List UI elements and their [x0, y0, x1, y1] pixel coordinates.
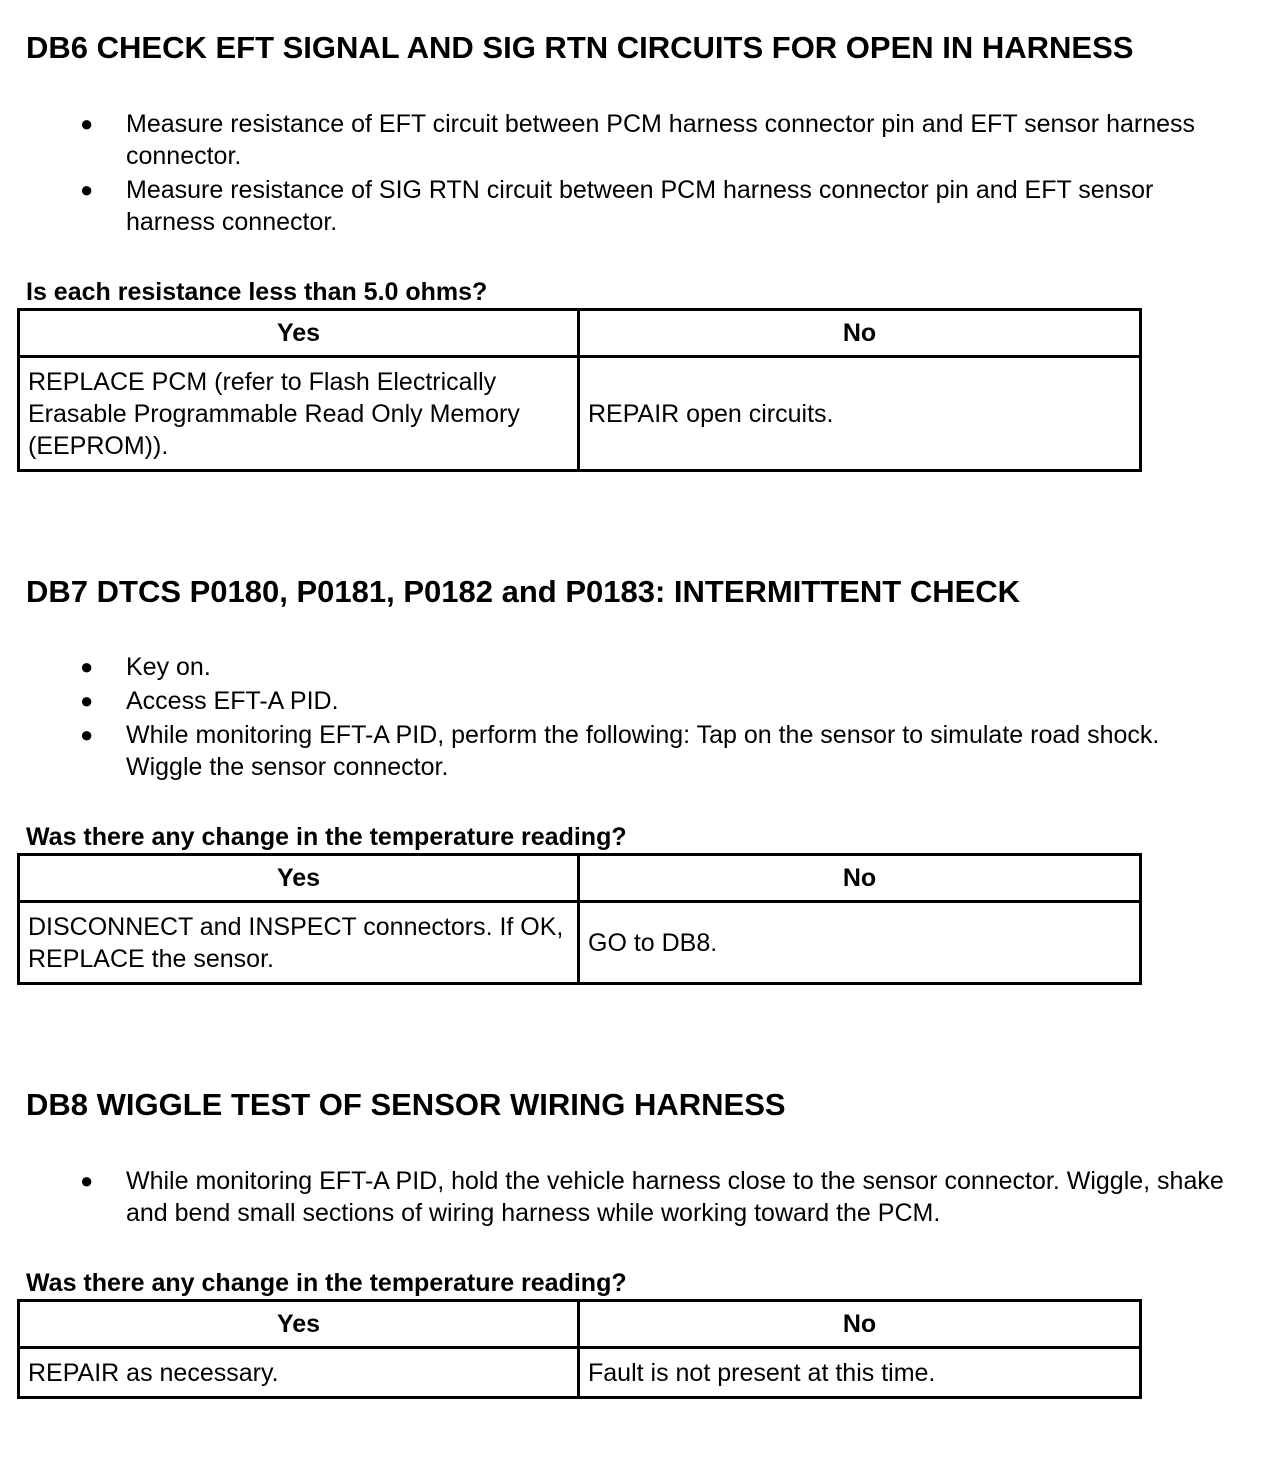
bullet-icon: ●	[80, 688, 94, 713]
table-header-row	[19, 1301, 1141, 1348]
list-item-text: Access EFT-A PID.	[126, 687, 339, 715]
decision-table	[17, 853, 1142, 985]
bullet-icon: ●	[80, 654, 94, 679]
bullet-icon: ●	[80, 722, 94, 747]
bullet-list	[0, 1165, 1280, 1231]
no-action-cell: GO to DB8.	[579, 902, 1141, 984]
list-item-text: While monitoring EFT-A PID, hold the vehicle harness close to the sensor connector. Wiggle, shake and bend small sections of wiring harness while working toward the PCM.	[126, 1167, 1224, 1227]
list-item-text: Measure resistance of SIG RTN circuit between PCM harness connector pin and EFT sensor harness connector.	[126, 176, 1154, 236]
bullet-icon: ●	[80, 111, 94, 136]
no-header: No	[579, 1301, 1141, 1348]
list-item-text: While monitoring EFT-A PID, perform the following: Tap on the sensor to simulate road shock. Wiggle the sensor connector.	[126, 721, 1160, 781]
yes-header: Yes	[19, 1301, 579, 1348]
yes-action-cell: REPAIR as necessary.	[19, 1348, 579, 1398]
yes-header: Yes	[19, 855, 579, 902]
list-item-text: Measure resistance of EFT circuit between PCM harness connector pin and EFT sensor harness connector.	[126, 110, 1196, 170]
section-heading: DB6 CHECK EFT SIGNAL AND SIG RTN CIRCUITS FOR OPEN IN HARNESS	[26, 30, 1134, 65]
section-heading: DB8 WIGGLE TEST OF SENSOR WIRING HARNESS	[26, 1087, 786, 1122]
table-row	[19, 357, 1141, 471]
decision-table	[17, 308, 1142, 472]
list-item	[0, 719, 1280, 783]
list-item-text: Key on.	[126, 653, 211, 681]
list-item	[0, 1165, 1280, 1229]
table-row	[19, 902, 1141, 984]
yes-header: Yes	[19, 310, 579, 357]
bullet-icon: ●	[80, 1168, 94, 1193]
no-header: No	[579, 310, 1141, 357]
question-text: Is each resistance less than 5.0 ohms?	[26, 278, 488, 306]
yes-action-cell: REPLACE PCM (refer to Flash Electrically Erasable Programmable Read Only Memory (EEPROM)).	[19, 357, 579, 471]
bullet-list	[0, 651, 1280, 785]
table-header-row	[19, 310, 1141, 357]
list-item	[0, 685, 1280, 717]
table-header-row	[19, 855, 1141, 902]
section-heading: DB7 DTCS P0180, P0181, P0182 and P0183: INTERMITTENT CHECK	[26, 574, 1021, 609]
no-action-cell: REPAIR open circuits.	[579, 357, 1141, 471]
bullet-list	[0, 108, 1280, 240]
list-item	[0, 651, 1280, 683]
question-text: Was there any change in the temperature reading?	[26, 1269, 627, 1297]
no-action-cell: Fault is not present at this time.	[579, 1348, 1141, 1398]
bullet-icon: ●	[80, 177, 94, 202]
no-header: No	[579, 855, 1141, 902]
list-item	[0, 174, 1280, 238]
table-row	[19, 1348, 1141, 1398]
yes-action-cell: DISCONNECT and INSPECT connectors. If OK, REPLACE the sensor.	[19, 902, 579, 984]
question-text: Was there any change in the temperature reading?	[26, 823, 627, 851]
list-item	[0, 108, 1280, 172]
decision-table	[17, 1299, 1142, 1399]
